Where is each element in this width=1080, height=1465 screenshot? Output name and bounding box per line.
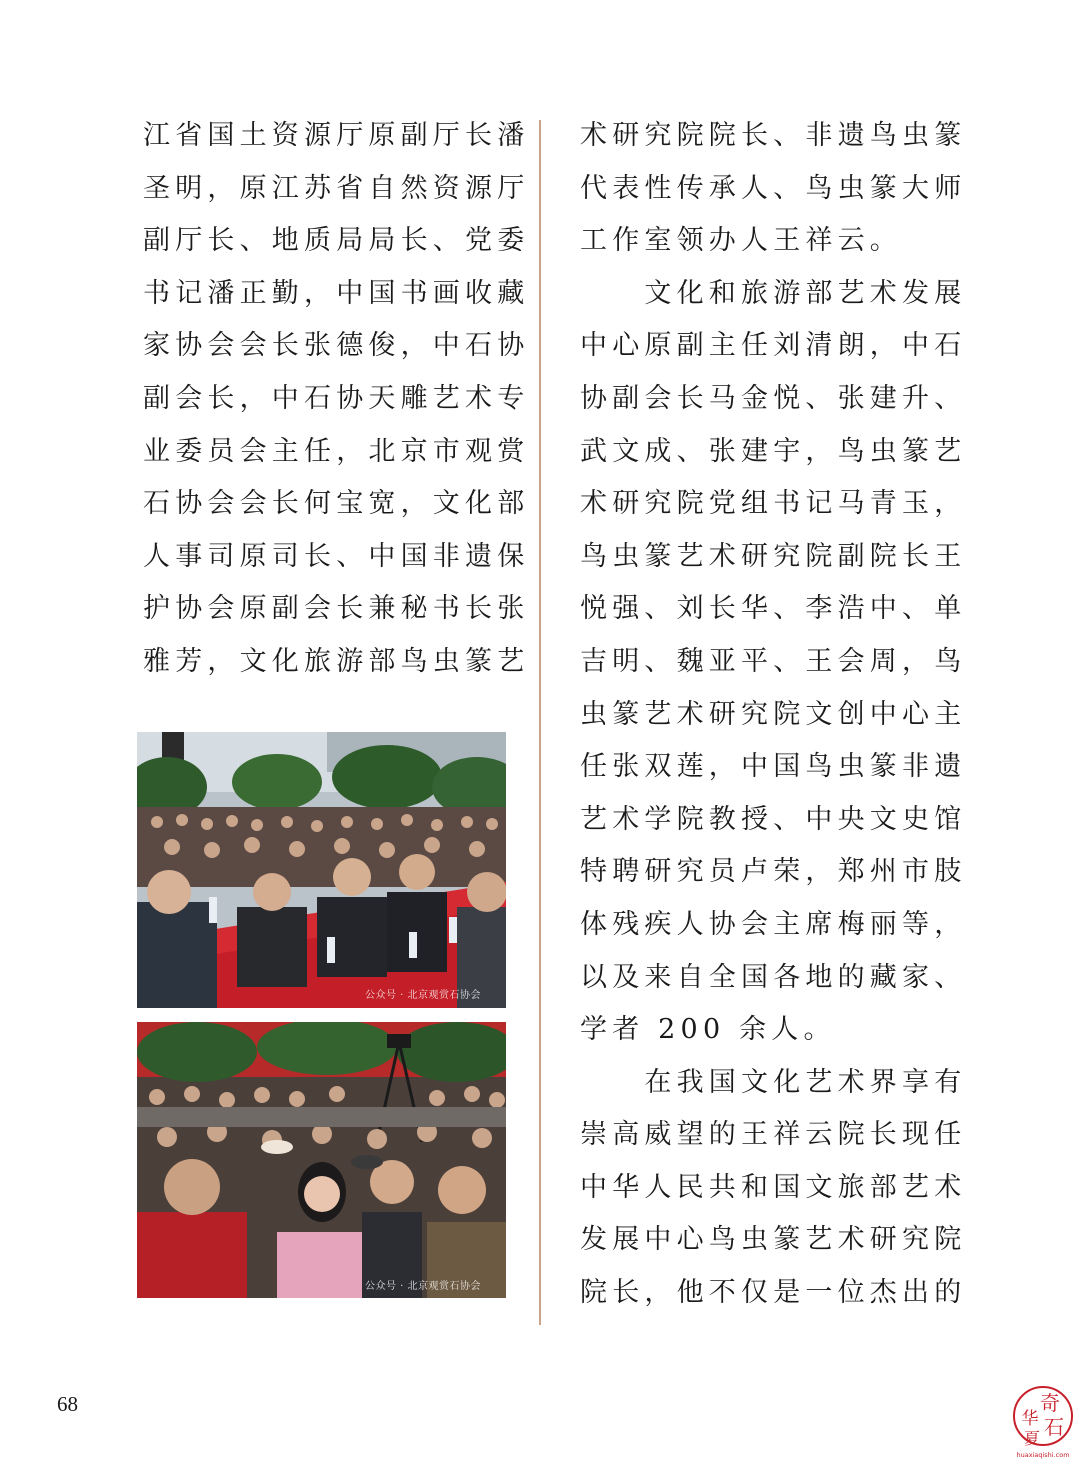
event-photo-audience-tables (137, 732, 506, 1008)
svg-text:奇: 奇 (1040, 1391, 1060, 1415)
audience-tables-image (137, 732, 506, 1008)
right-column-text: 术研究院院长、非遗鸟虫篆 代表性传承人、鸟虫篆大师 工作室领办人王祥云。 文化和旅游部艺术发展 中心原副主任刘清朗，中石 协副会长马金悦、张建升、 武文成、张建宇，鸟虫篆艺 术研究院党组书记马青玉， 鸟虫篆艺术研究院副院长王 悦强、刘长华、李浩中、单 吉明、魏亚平、王会周，鸟 虫篆艺术研究院文创中心主 任张双莲，中国鸟虫篆非遗 艺术学院教授、中央文史馆 特聘研究员卢荣，郑州市肢 体残疾人协会主席梅丽等， 以及来自全国各地的藏家、 学者 200 余人。 在我国文化艺术界享有 崇高威望的王祥云院长现任 中华人民共和国文旅部艺术 发展中心鸟虫篆艺术研究院 院长，他不仅是一位杰出的 (580, 120, 967, 1309)
page-number: 68 (57, 1392, 78, 1416)
svg-text:夏: 夏 (1023, 1429, 1041, 1448)
svg-text:华: 华 (1021, 1409, 1039, 1429)
svg-text:huaxiaqishi.com: huaxiaqishi.com (1016, 1451, 1070, 1459)
svg-text:石: 石 (1044, 1415, 1064, 1439)
audience-applause-image (137, 1022, 506, 1298)
photo-watermark: 公众号 · 北京观赏石协会 (365, 990, 482, 1001)
site-seal-logo (1010, 1384, 1076, 1460)
photo-watermark: 公众号 · 北京观赏石协会 (365, 1281, 482, 1292)
left-column-text: 江省国土资源厅原副厅长潘 圣明，原江苏省自然资源厅 副厅长、地质局局长、党委 书记潘正勤，中国书画收藏 家协会会长张德俊，中石协 副会长，中石协天雕艺术专 业委员会主任，北京市观赏 石协会会长何宝宽，文化部 人事司原司长、中国非遗保 护协会原副会长兼秘书长张 雅芳，文化旅游部鸟虫篆艺 (143, 120, 530, 677)
column-divider (539, 120, 541, 1325)
event-photo-audience-applause (137, 1022, 506, 1298)
